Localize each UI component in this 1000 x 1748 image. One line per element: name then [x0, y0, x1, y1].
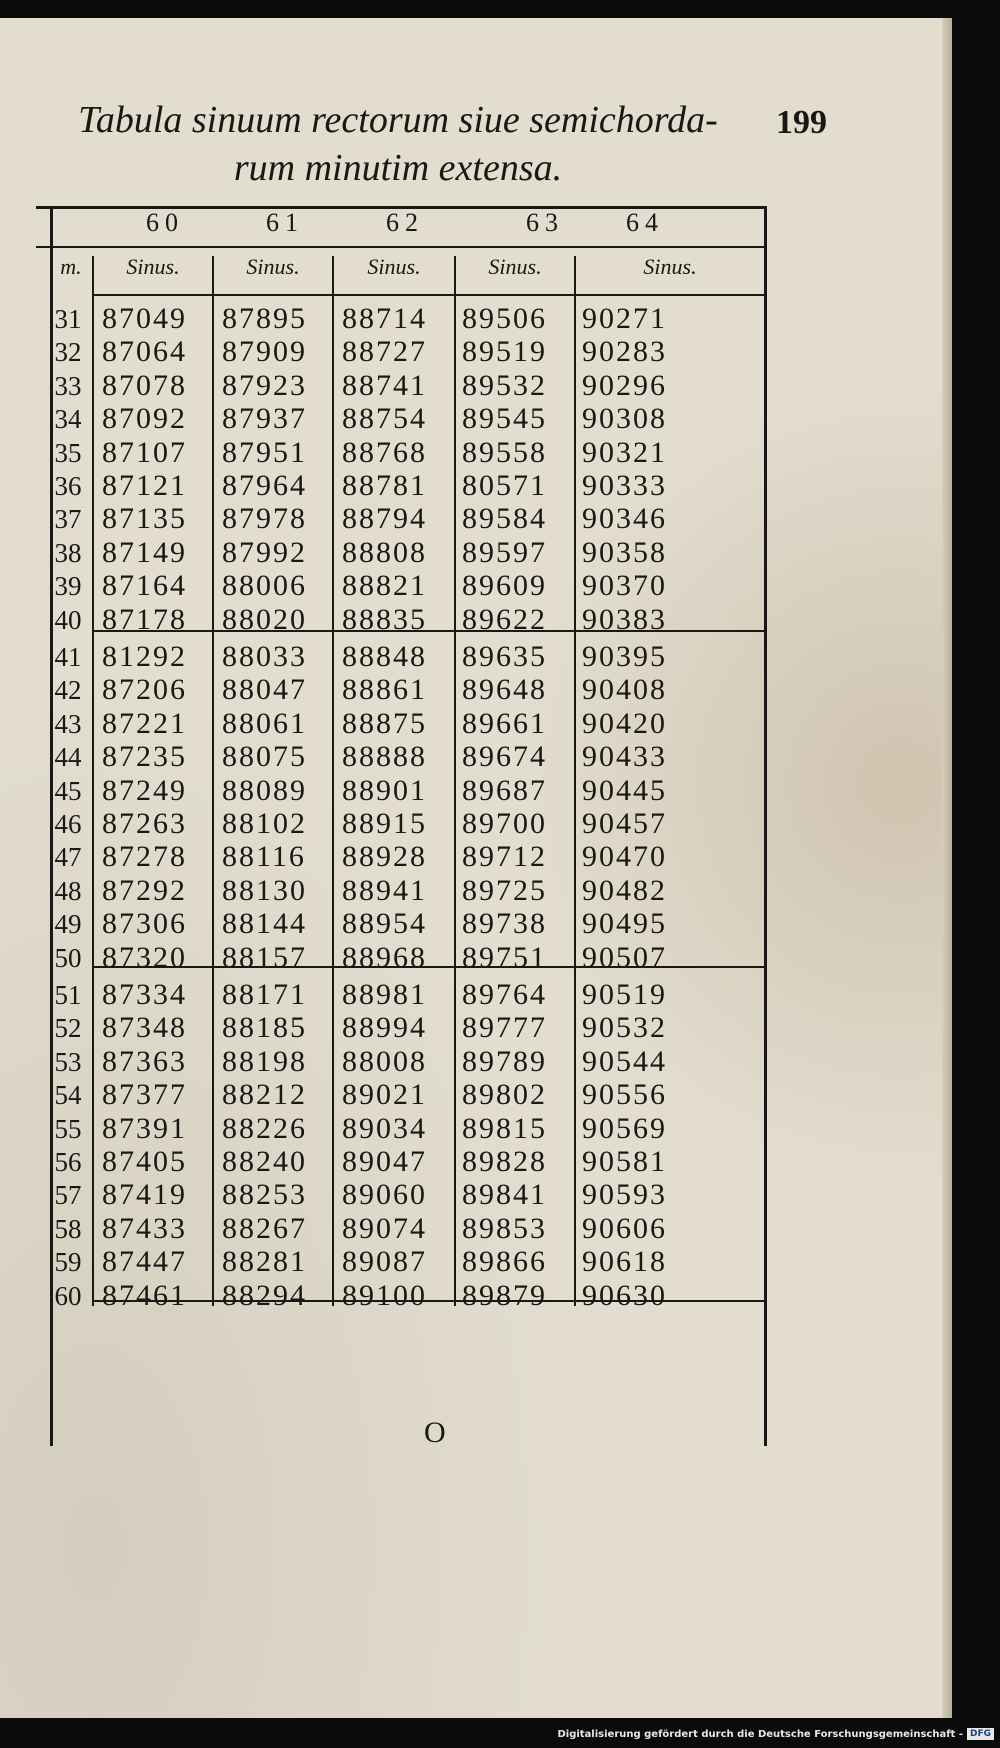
sine-value: 87923: [222, 368, 307, 402]
footer-mark: O: [424, 1416, 446, 1449]
sine-value: 89725: [462, 873, 547, 907]
sine-value: 87348: [102, 1011, 187, 1045]
sine-value: 90333: [582, 469, 667, 502]
sine-value: 88741: [342, 368, 427, 402]
sine-value: 87306: [102, 907, 187, 941]
minute-label: 46: [54, 809, 82, 839]
sine-value: 87135: [102, 502, 187, 536]
minute-header: m.: [60, 254, 82, 279]
sine-value: 89841: [462, 1178, 547, 1212]
sine-value: 87278: [102, 840, 187, 874]
sine-value: 89674: [462, 740, 547, 774]
sine-value: 90283: [582, 335, 667, 369]
sine-value: 87377: [102, 1078, 187, 1112]
sine-value: 89815: [462, 1111, 547, 1145]
sine-value: 90408: [582, 673, 667, 707]
sine-value: 90433: [582, 740, 667, 774]
sine-value: 87292: [102, 873, 187, 907]
sine-value: 89712: [462, 840, 547, 874]
sine-value: 88008: [342, 1044, 427, 1078]
sine-value: 90507: [582, 940, 667, 974]
degree-label: 61: [266, 208, 304, 237]
sine-value: 87895: [222, 302, 307, 335]
sine-value: 87221: [102, 706, 187, 740]
sine-value: 87964: [222, 469, 307, 502]
sine-value: 90556: [582, 1078, 667, 1112]
degree-label: 64: [626, 208, 664, 237]
minute-label: 41: [54, 642, 82, 672]
sine-value: 89100: [342, 1278, 427, 1312]
sine-value: 88102: [222, 807, 307, 840]
minute-label: 33: [54, 370, 82, 401]
sine-value: 88020: [222, 602, 307, 636]
minute-label: 50: [54, 942, 82, 973]
sine-value: 88240: [222, 1145, 307, 1178]
sine-value: 88928: [342, 840, 427, 874]
sine-value: 88281: [222, 1245, 307, 1279]
sine-value: 87461: [102, 1278, 187, 1312]
minute-label: 47: [54, 842, 82, 873]
sine-value: 89853: [462, 1211, 547, 1245]
sine-value: 88047: [222, 673, 307, 707]
sine-value: 90606: [582, 1211, 667, 1245]
sine-value: 87249: [102, 773, 187, 807]
sine-value: 87164: [102, 569, 187, 603]
col-rule-5: [574, 256, 576, 1306]
book-page: [0, 18, 948, 1718]
sine-value: 90445: [582, 773, 667, 807]
sine-value: 90593: [582, 1178, 667, 1212]
sine-value: 89532: [462, 368, 547, 402]
sine-value: 88768: [342, 435, 427, 469]
sine-value: 87447: [102, 1245, 187, 1279]
sine-value: 90321: [582, 435, 667, 469]
sine-value: 88968: [342, 940, 427, 974]
sine-value: 90395: [582, 640, 667, 673]
sine-value: 90308: [582, 402, 667, 436]
sine-value: 89597: [462, 535, 547, 569]
sine-value: 90618: [582, 1245, 667, 1279]
sinus-header: Sinus.: [367, 254, 421, 279]
title-line-2: rum minutim extensa.: [233, 147, 563, 189]
sine-value: 89584: [462, 502, 547, 536]
sine-value: 89661: [462, 706, 547, 740]
sinus-header: Sinus.: [246, 254, 300, 279]
sine-value: 88915: [342, 807, 427, 840]
minute-label: 34: [54, 404, 82, 435]
sine-value: 88212: [222, 1078, 307, 1112]
sine-value: 90482: [582, 873, 667, 907]
sine-value: 88130: [222, 873, 307, 907]
sine-value: 89060: [342, 1178, 427, 1212]
sine-value: 90544: [582, 1044, 667, 1078]
sine-value: 89047: [342, 1145, 427, 1178]
sine-value: 90569: [582, 1111, 667, 1145]
minute-label: 36: [54, 471, 82, 501]
page-number: 199: [776, 104, 827, 141]
sine-value: 89519: [462, 335, 547, 369]
sine-value: 88875: [342, 706, 427, 740]
sine-value: 88754: [342, 402, 427, 436]
dfg-logo: DFG: [967, 1728, 994, 1740]
sine-value: 87992: [222, 535, 307, 569]
sine-value: 88294: [222, 1278, 307, 1312]
sine-value: 89764: [462, 978, 547, 1011]
sine-value: 88941: [342, 873, 427, 907]
minute-label: 51: [54, 980, 82, 1010]
sine-value: 89087: [342, 1245, 427, 1279]
sine-value: 88171: [222, 978, 307, 1011]
sine-value: 90581: [582, 1145, 667, 1178]
sine-value: 89074: [342, 1211, 427, 1245]
sine-value: 88848: [342, 640, 427, 673]
sine-value: 87078: [102, 368, 187, 402]
minute-label: 43: [54, 708, 82, 739]
sine-value: 88727: [342, 335, 427, 369]
sine-value: 90271: [582, 302, 667, 335]
sine-value: 87909: [222, 335, 307, 369]
sine-value: 89021: [342, 1078, 427, 1112]
sine-value: 87235: [102, 740, 187, 774]
sine-value: 89609: [462, 569, 547, 603]
sine-value: 87121: [102, 469, 187, 502]
sine-value: 88198: [222, 1044, 307, 1078]
col-rule-2: [212, 256, 214, 1306]
sine-value: 87978: [222, 502, 307, 536]
sine-value: 87092: [102, 402, 187, 436]
sine-value: 81292: [102, 640, 187, 673]
table-right-rule: [764, 206, 767, 1446]
sine-value: 88185: [222, 1011, 307, 1045]
sine-value: 88116: [222, 840, 306, 874]
sine-value: 89700: [462, 807, 547, 840]
sine-value: 88781: [342, 469, 427, 502]
minute-label: 45: [54, 775, 82, 806]
sine-value: 89687: [462, 773, 547, 807]
sine-value: 87419: [102, 1178, 187, 1212]
minute-label: 40: [54, 604, 82, 635]
minute-label: 37: [54, 504, 82, 535]
sine-value: 87433: [102, 1211, 187, 1245]
sine-value: 90457: [582, 807, 667, 840]
sine-value: 87951: [222, 435, 307, 469]
page-title: [68, 96, 728, 192]
sine-value: 88808: [342, 535, 427, 569]
sine-value: 87049: [102, 302, 187, 335]
sine-value: 89622: [462, 602, 547, 636]
sine-value: 88089: [222, 773, 307, 807]
sine-value: 88901: [342, 773, 427, 807]
sine-value: 88994: [342, 1011, 427, 1045]
sine-value: 88954: [342, 907, 427, 941]
minute-label: 49: [54, 909, 82, 940]
sinus-header: Sinus.: [643, 254, 697, 279]
sine-value: 87320: [102, 940, 187, 974]
minute-label: 53: [54, 1046, 82, 1077]
sine-value: 90420: [582, 706, 667, 740]
minute-label: 55: [54, 1113, 82, 1144]
sine-value: 90370: [582, 569, 667, 603]
degree-underline: [36, 246, 766, 248]
minute-label: 31: [54, 304, 82, 334]
sine-value: 87363: [102, 1044, 187, 1078]
sine-value: 88267: [222, 1211, 307, 1245]
minute-label: 57: [54, 1180, 82, 1211]
col-rule-3: [332, 256, 334, 1306]
sinus-header: Sinus.: [126, 254, 180, 279]
minute-label: 35: [54, 437, 82, 468]
sine-value: 88861: [342, 673, 427, 707]
sine-value: 89802: [462, 1078, 547, 1112]
minute-label: 39: [54, 571, 82, 602]
minute-label: 60: [54, 1280, 82, 1311]
minute-label: 54: [54, 1080, 82, 1111]
sine-value: 88253: [222, 1178, 307, 1212]
minute-label: 44: [54, 742, 82, 773]
title-line-1: Tabula sinuum rectorum siue semichorda-: [78, 99, 718, 141]
minute-label: 56: [54, 1147, 82, 1177]
sinus-header: Sinus.: [488, 254, 542, 279]
sine-value: 88888: [342, 740, 427, 774]
sine-value: 89738: [462, 907, 547, 941]
sine-value: 90470: [582, 840, 667, 874]
sine-value: 87937: [222, 402, 307, 436]
minute-label: 42: [54, 675, 82, 706]
sine-value: 90296: [582, 368, 667, 402]
minute-label: 52: [54, 1013, 82, 1044]
sine-value: 88714: [342, 302, 427, 335]
minute-label: 38: [54, 537, 82, 568]
minute-label: 59: [54, 1247, 82, 1278]
sine-value: 90346: [582, 502, 667, 536]
sine-value: 89506: [462, 302, 547, 335]
sine-value: 88226: [222, 1111, 307, 1145]
sine-value: 87405: [102, 1145, 187, 1178]
degree-label: 63: [526, 208, 564, 237]
sine-value: 88033: [222, 640, 307, 673]
sine-value: 88075: [222, 740, 307, 774]
sine-value: 87334: [102, 978, 187, 1011]
sine-value: 88835: [342, 602, 427, 636]
sine-value: 89034: [342, 1111, 427, 1145]
degree-label: 62: [386, 208, 424, 237]
sine-value: 90519: [582, 978, 667, 1011]
sine-value: 89879: [462, 1278, 547, 1312]
sine-value: 89558: [462, 435, 547, 469]
minute-label: 32: [54, 337, 82, 368]
sine-value: 87178: [102, 602, 187, 636]
sine-value: 90358: [582, 535, 667, 569]
header-underline: [92, 294, 766, 296]
sine-value: 89828: [462, 1145, 547, 1178]
sine-value: 88157: [222, 940, 307, 974]
sine-table: [36, 206, 768, 1446]
sine-value: 87206: [102, 673, 187, 707]
sine-value: 88821: [342, 569, 427, 603]
sine-value: 89789: [462, 1044, 547, 1078]
sine-value: 90383: [582, 602, 667, 636]
sine-value: 90532: [582, 1011, 667, 1045]
sine-value: 80571: [462, 469, 547, 502]
sine-value: 89648: [462, 673, 547, 707]
digitization-credit: [557, 1726, 994, 1742]
sine-value: 88006: [222, 569, 307, 603]
sine-value: 88981: [342, 978, 427, 1011]
sine-value: 89635: [462, 640, 547, 673]
minute-label: 58: [54, 1213, 82, 1244]
sine-value: 90495: [582, 907, 667, 941]
sine-value: 89545: [462, 402, 547, 436]
sine-value: 87107: [102, 435, 187, 469]
sine-value: 89751: [462, 940, 547, 974]
sine-value: 88061: [222, 706, 307, 740]
col-rule-4: [454, 256, 456, 1306]
sine-value: 88794: [342, 502, 427, 536]
sine-value: 87391: [102, 1111, 187, 1145]
sine-value: 89777: [462, 1011, 547, 1045]
degree-label: 60: [146, 208, 184, 237]
sine-value: 88144: [222, 907, 307, 941]
sine-value: 89866: [462, 1245, 547, 1279]
sine-value: 87064: [102, 335, 187, 369]
sine-value: 90630: [582, 1278, 667, 1312]
sine-value: 87149: [102, 535, 187, 569]
credit-text: Digitalisierung gefördert durch die Deutsche Forschungsgemeinschaft -: [557, 1728, 963, 1740]
sine-value: 87263: [102, 807, 187, 840]
minute-label: 48: [54, 875, 82, 906]
